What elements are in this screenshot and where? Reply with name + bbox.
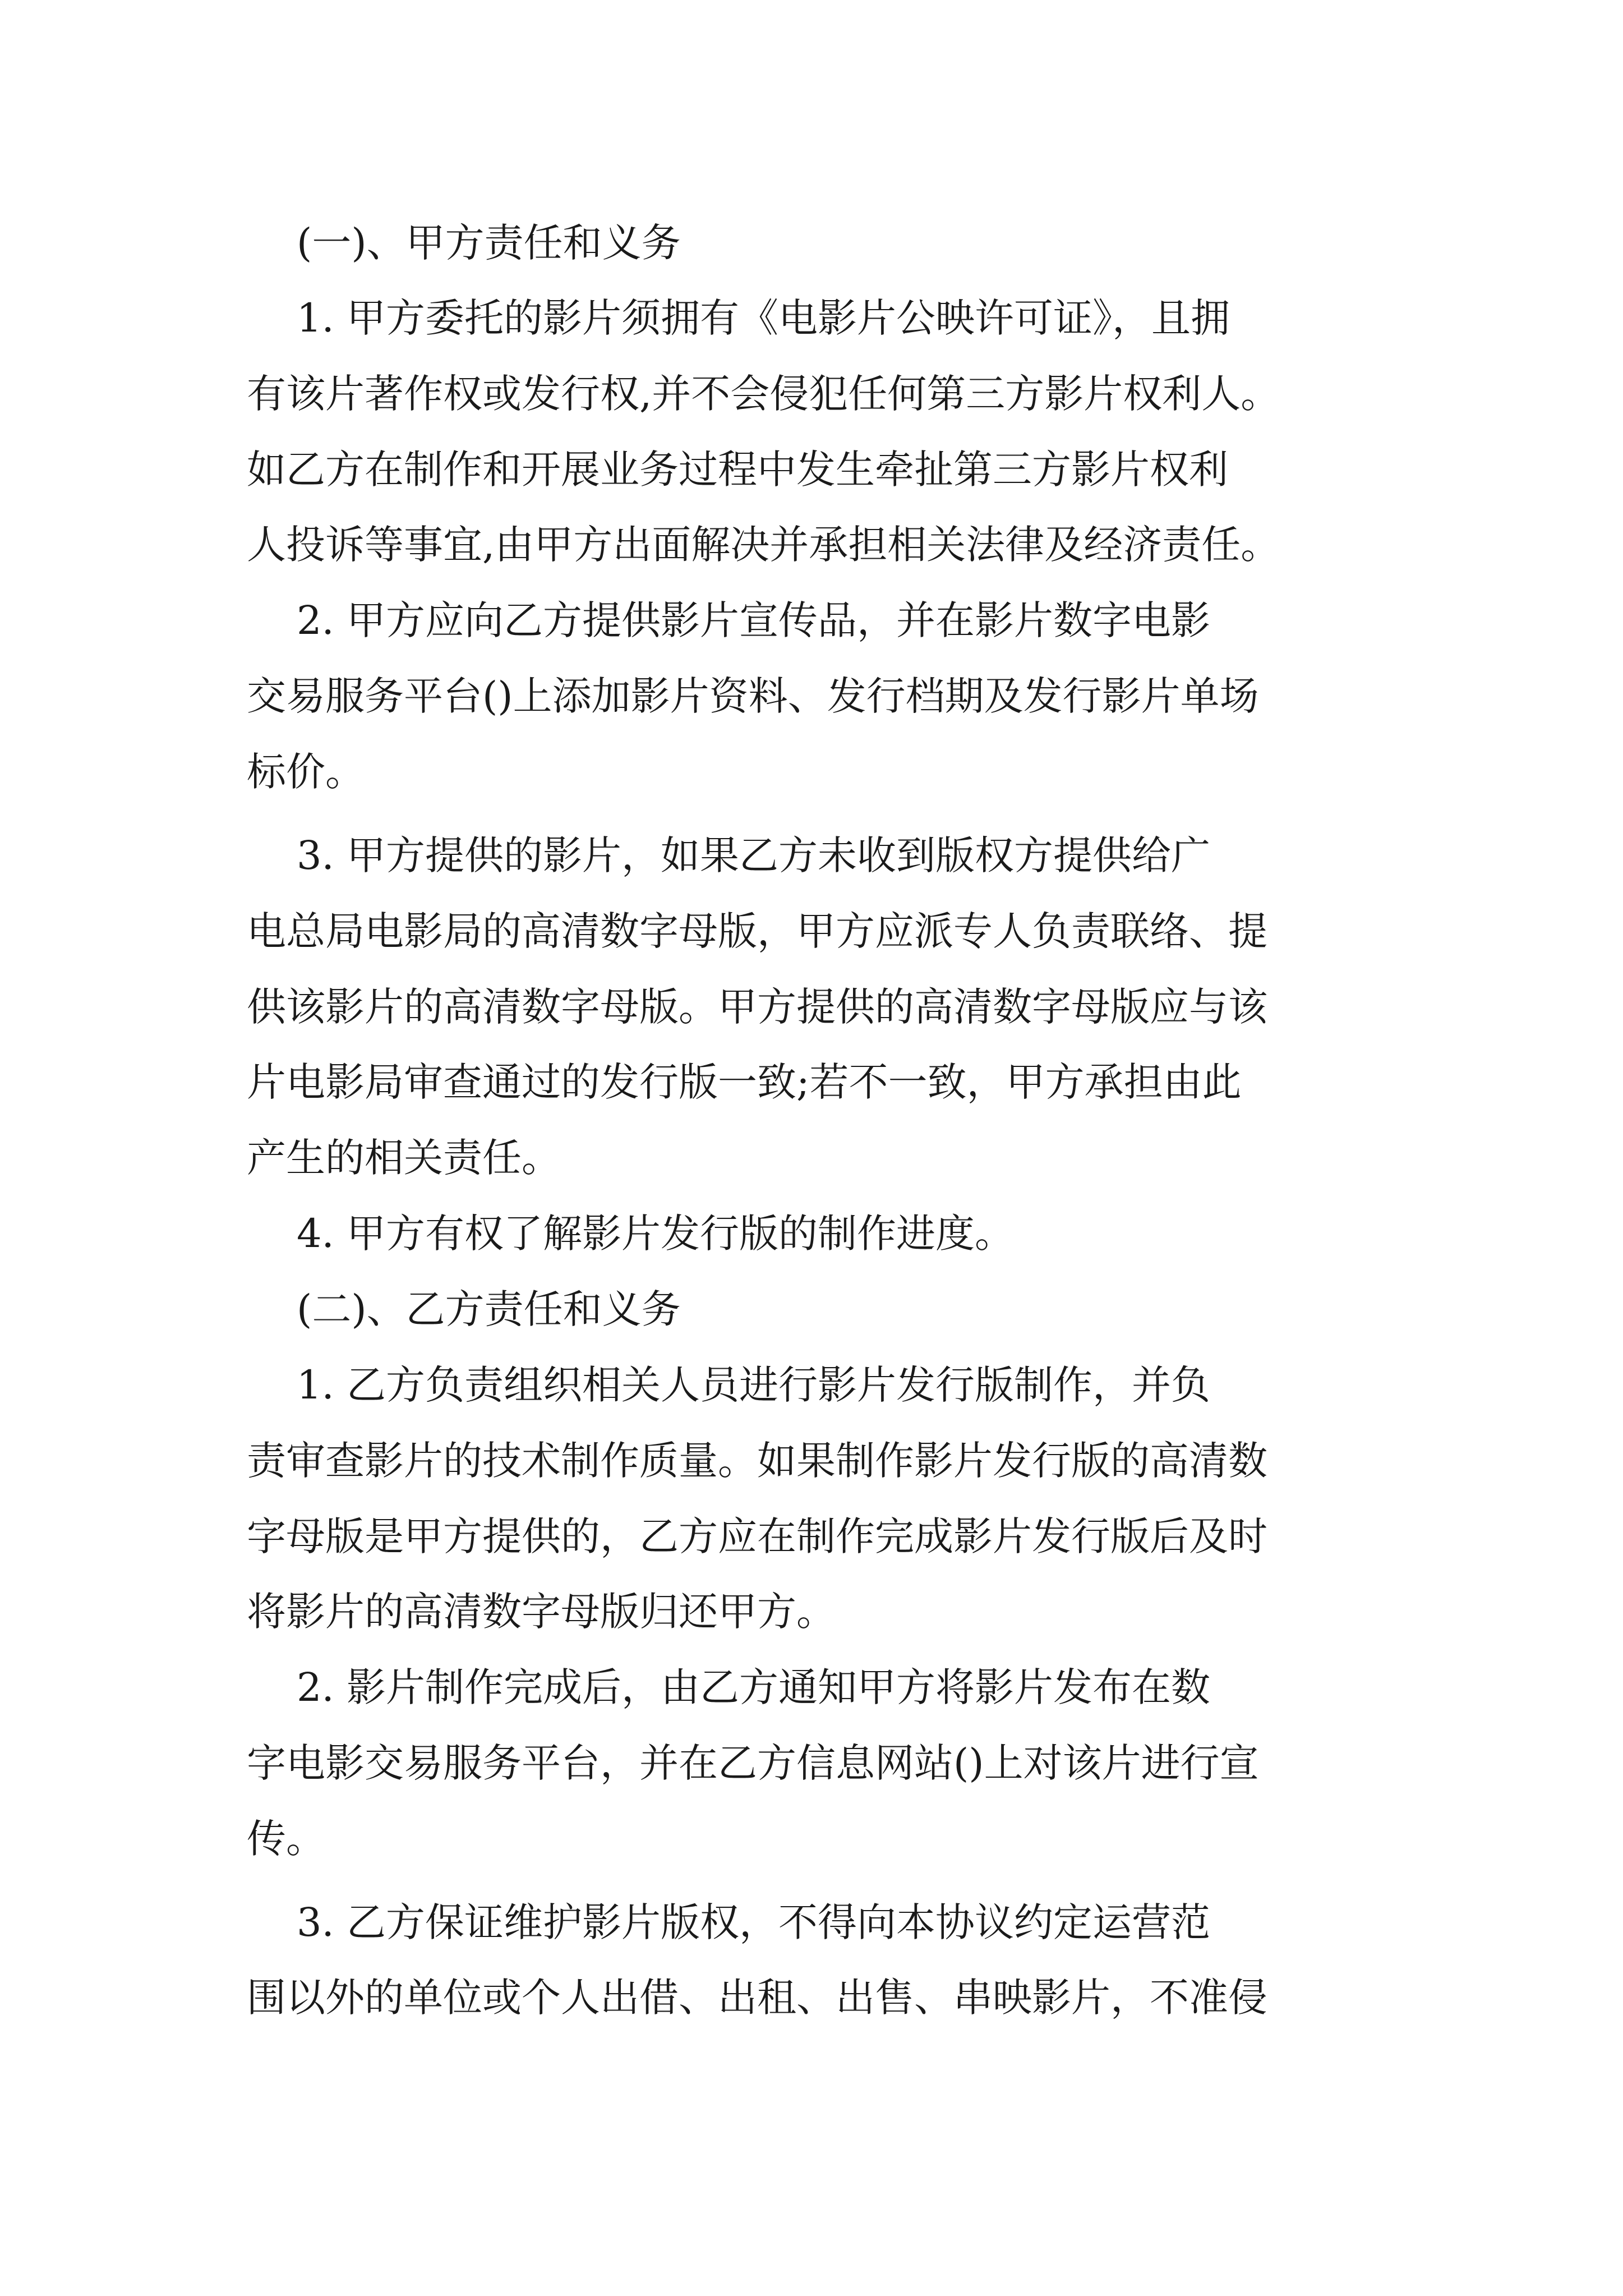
- clause-b1-line-2: 责审查影片的技术制作质量。如果制作影片发行版的高清数: [247, 1438, 1267, 1484]
- clause-a3-line-4: 片电影局审查通过的发行版一致;若不一致，甲方承担由此: [247, 1059, 1242, 1105]
- clause-b2-line-1: 2. 影片制作完成后，由乙方通知甲方将影片发布在数: [247, 1664, 1211, 1710]
- clause-b1-line-1: 1. 乙方负责组织相关人员进行影片发行版制作，并负: [247, 1362, 1211, 1408]
- clause-a2-line-3: 标价。: [247, 749, 365, 795]
- section-heading-party-b: (二)、乙方责任和义务: [247, 1286, 681, 1332]
- clause-b1-line-4: 将影片的高清数字母版归还甲方。: [247, 1589, 836, 1635]
- clause-a2-line-2: 交易服务平台()上添加影片资料、发行档期及发行影片单场: [247, 673, 1259, 719]
- clause-a3-line-5: 产生的相关责任。: [247, 1135, 561, 1181]
- clause-a2-line-1: 2. 甲方应向乙方提供影片宣传品，并在影片数字电影: [247, 597, 1211, 643]
- clause-a1-line-1: 1. 甲方委托的影片须拥有《电影片公映许可证》，且拥: [247, 295, 1230, 341]
- clause-a1-line-4: 人投诉等事宜,由甲方出面解决并承担相关法律及经济责任。: [247, 522, 1280, 568]
- clause-b3-line-1: 3. 乙方保证维护影片版权，不得向本协议约定运营范: [247, 1899, 1211, 1945]
- clause-b1-line-3: 字母版是甲方提供的，乙方应在制作完成影片发行版后及时: [247, 1513, 1267, 1559]
- clause-a3-line-1: 3. 甲方提供的影片，如果乙方未收到版权方提供给广: [247, 832, 1211, 878]
- clause-a3-line-2: 电总局电影局的高清数字母版，甲方应派专人负责联络、提: [247, 908, 1267, 954]
- clause-b2-line-2: 字电影交易服务平台，并在乙方信息网站()上对该片进行宣: [247, 1740, 1259, 1786]
- section-heading-party-a: (一)、甲方责任和义务: [247, 220, 681, 266]
- clause-a3-line-3: 供该影片的高清数字母版。甲方提供的高清数字母版应与该: [247, 984, 1267, 1030]
- clause-a1-line-2: 有该片著作权或发行权,并不会侵犯任何第三方影片权利人。: [247, 371, 1280, 417]
- clause-a1-line-3: 如乙方在制作和开展业务过程中发生牵扯第三方影片权利: [247, 447, 1228, 493]
- clause-b3-line-2: 围以外的单位或个人出借、出租、出售、串映影片，不准侵: [247, 1975, 1267, 2021]
- clause-b2-line-3: 传。: [247, 1816, 325, 1862]
- clause-a4-line-1: 4. 甲方有权了解影片发行版的制作进度。: [247, 1211, 1015, 1257]
